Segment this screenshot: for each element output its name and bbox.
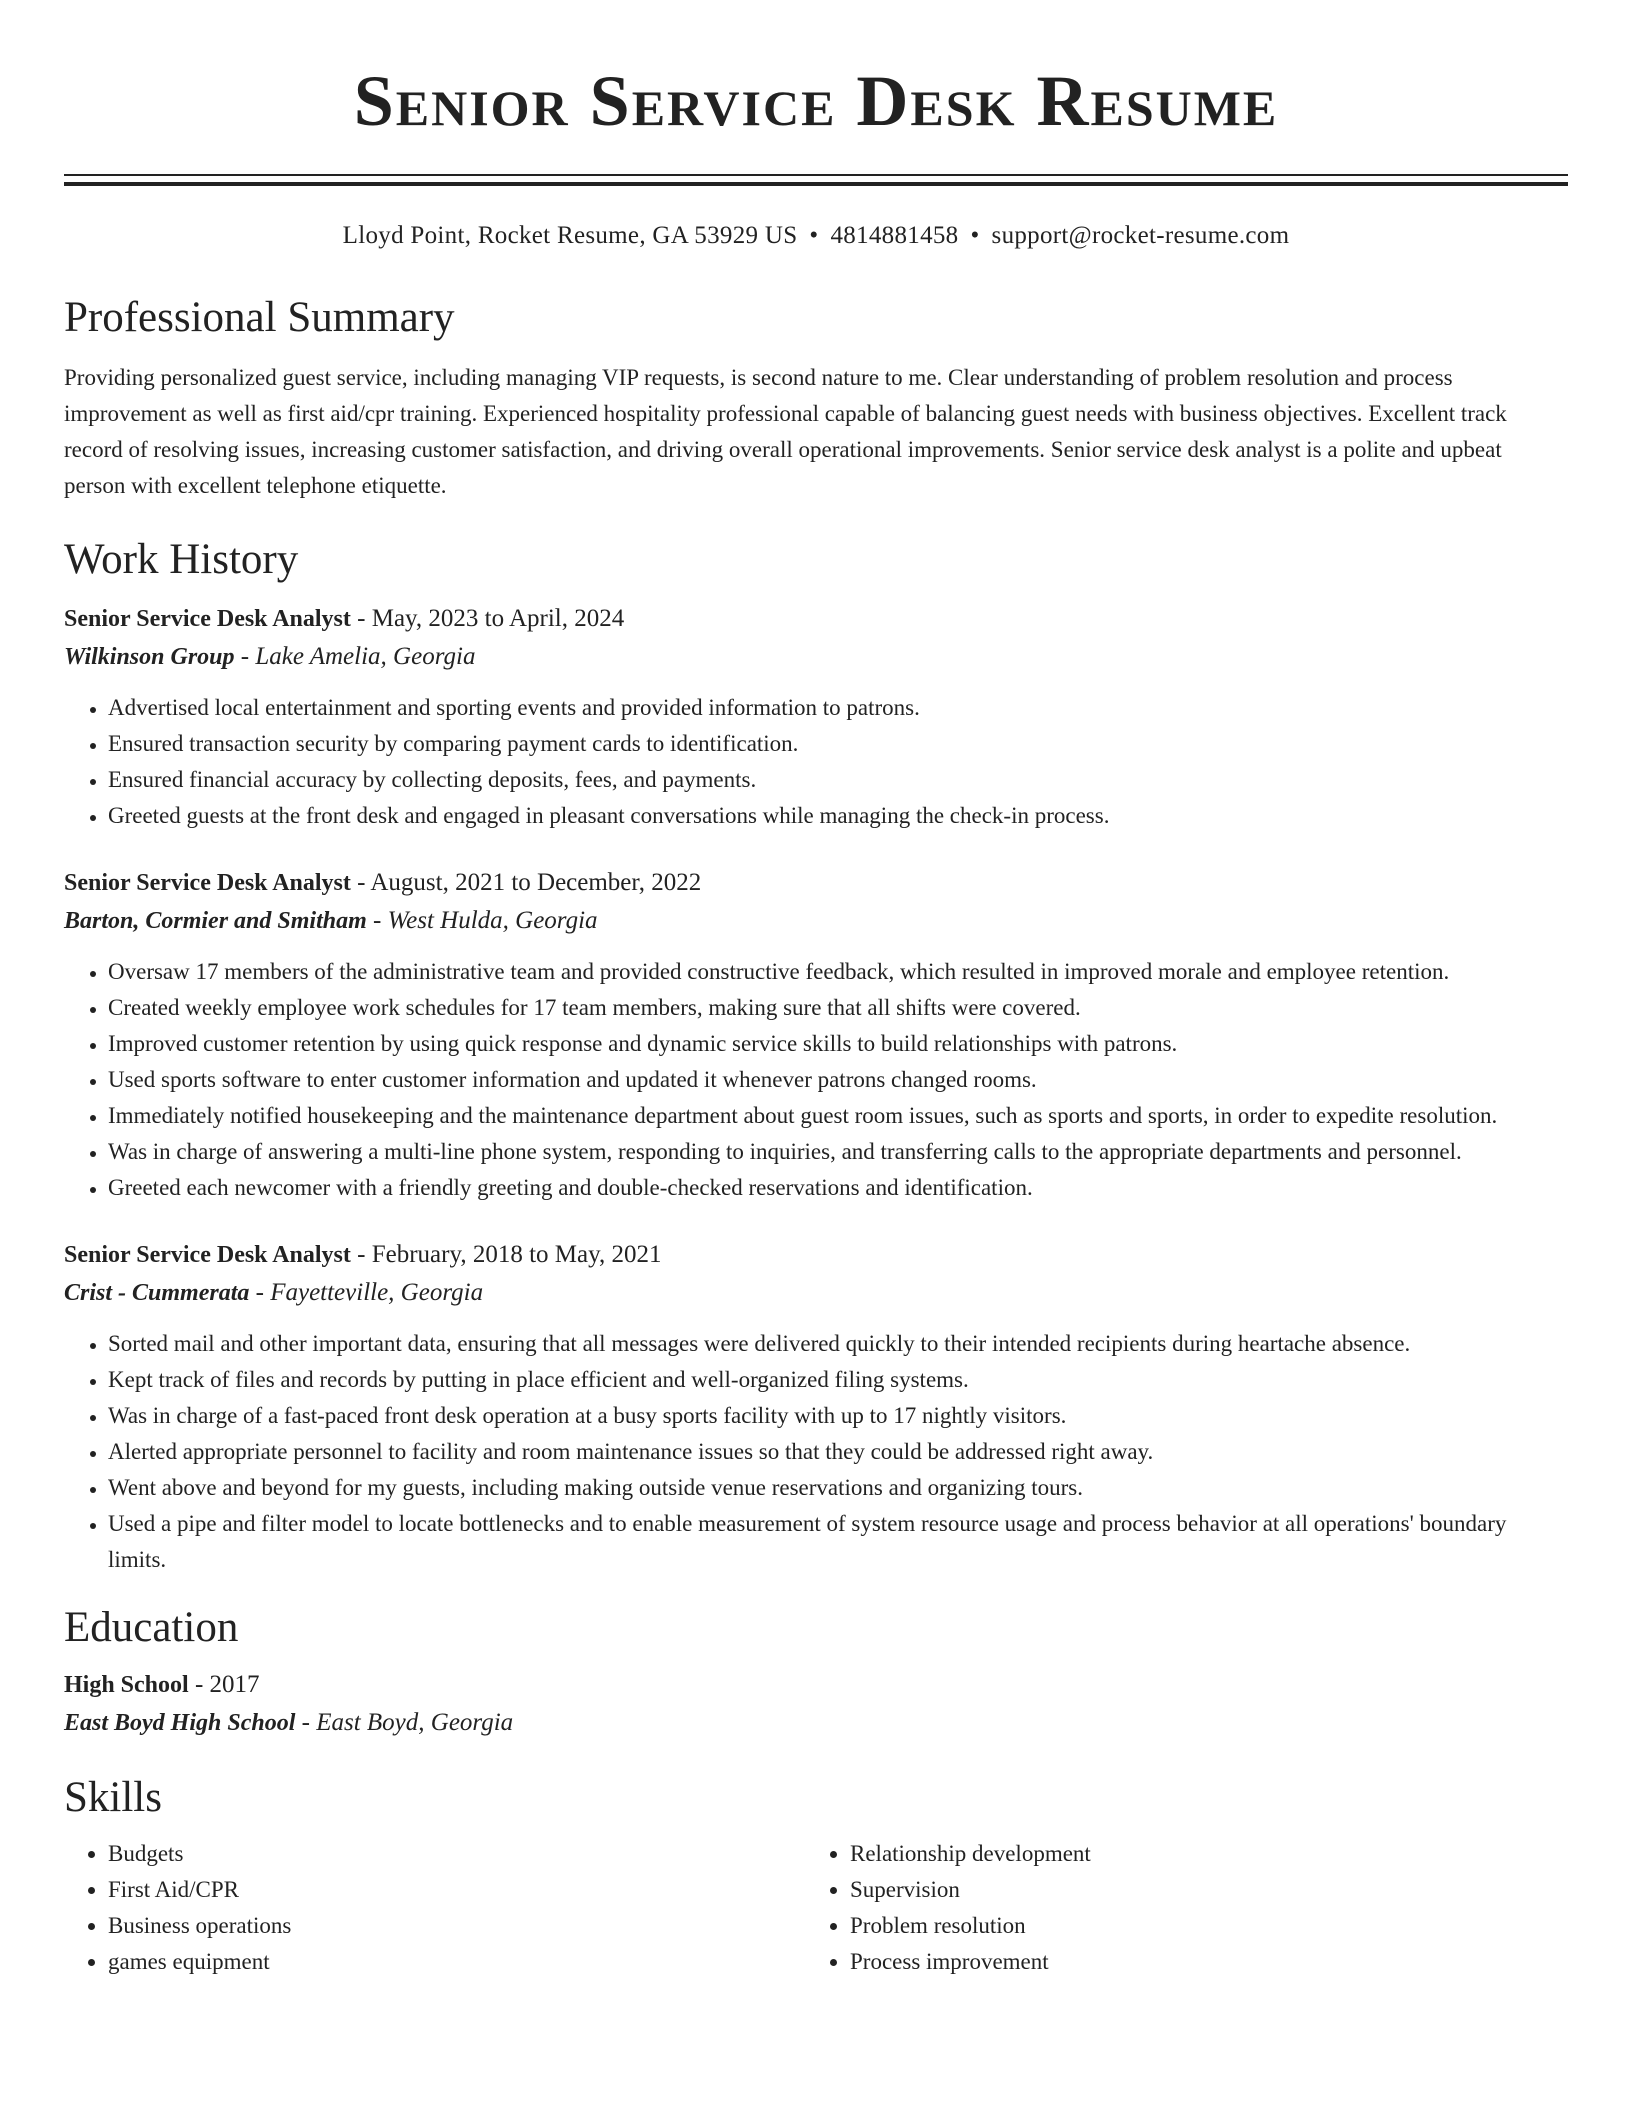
skill-item: • Business operations bbox=[108, 1908, 806, 1944]
education-year: - 2017 bbox=[188, 1671, 260, 1698]
education-location: - East Boyd, Georgia bbox=[295, 1709, 514, 1736]
summary-heading: Professional Summary bbox=[64, 294, 455, 341]
resume-title: Senior Service Desk Resume bbox=[353, 61, 1279, 141]
job-title: Senior Service Desk Analyst bbox=[64, 606, 351, 632]
skills-columns bbox=[64, 1836, 1568, 1980]
skill-item: • games equipment bbox=[108, 1944, 806, 1980]
skill-item: • Problem resolution bbox=[850, 1908, 1548, 1944]
job-location: - Fayetteville, Georgia bbox=[249, 1279, 484, 1306]
job-dates: - February, 2018 to May, 2021 bbox=[350, 1241, 662, 1268]
skills-list-left bbox=[64, 1836, 806, 1980]
list-item: • Greeted guests at the front desk and engaged in pleasant conversations while managing the check-in process. bbox=[108, 798, 1568, 834]
job-company-line bbox=[64, 902, 1568, 940]
title-divider-thick bbox=[64, 182, 1568, 186]
contact-separator: • bbox=[809, 222, 819, 249]
job-title: Senior Service Desk Analyst bbox=[64, 870, 351, 896]
education-school-line bbox=[64, 1704, 1568, 1742]
job-company: Wilkinson Group bbox=[64, 644, 235, 670]
list-item: • Used a pipe and filter model to locate bottlenecks and to enable measurement of system resource usage and process behavior at all operations' boundary limits. bbox=[108, 1506, 1568, 1578]
job-dates: - May, 2023 to April, 2024 bbox=[350, 605, 625, 632]
title-divider-thin bbox=[64, 174, 1568, 176]
job-title-line bbox=[64, 1236, 1568, 1274]
list-item: • Ensured transaction security by comparing payment cards to identification. bbox=[108, 726, 1568, 762]
contact-address: Lloyd Point, Rocket Resume, GA 53929 US bbox=[342, 222, 798, 249]
education-entry bbox=[64, 1666, 1568, 1742]
job-entry bbox=[64, 1236, 1568, 1578]
job-company: Crist - Cummerata bbox=[64, 1280, 250, 1306]
job-title-line bbox=[64, 600, 1568, 638]
job-title: Senior Service Desk Analyst bbox=[64, 1242, 351, 1268]
education-degree-line bbox=[64, 1666, 1568, 1704]
job-bullets bbox=[64, 954, 1568, 1206]
list-item: • Improved customer retention by using quick response and dynamic service skills to build relationships with patrons. bbox=[108, 1026, 1568, 1062]
contact-line bbox=[64, 220, 1568, 252]
education-section bbox=[64, 1602, 1568, 1742]
contact-separator: • bbox=[970, 222, 980, 249]
list-item: • Was in charge of answering a multi-line phone system, responding to inquiries, and transferring calls to the appropriate departments and personnel. bbox=[108, 1134, 1568, 1170]
summary-text: Providing personalized guest service, including managing VIP requests, is second nature to me. Clear understanding of problem resolution and process improvement as well as first aid/cpr training. Experienced hospitality professional capable of balancing guest needs with business objectives. Excellent track record of resolving issues, increasing customer satisfaction, and driving overall operational improvements. Senior service desk analyst is a polite and upbeat person with excellent telephone etiquette. bbox=[64, 365, 1507, 498]
list-item: • Ensured financial accuracy by collecting deposits, fees, and payments. bbox=[108, 762, 1568, 798]
job-bullets bbox=[64, 690, 1568, 834]
education-degree: High School bbox=[64, 1672, 189, 1698]
job-dates: - August, 2021 to December, 2022 bbox=[350, 869, 702, 896]
contact-email[interactable]: support@rocket-resume.com bbox=[991, 222, 1290, 249]
job-company-line bbox=[64, 1274, 1568, 1312]
list-item: • Oversaw 17 members of the administrative team and provided constructive feedback, which resulted in improved morale and employee retention. bbox=[108, 954, 1568, 990]
job-title-line bbox=[64, 864, 1568, 902]
work-history-section bbox=[64, 534, 1568, 1578]
list-item: • Alerted appropriate personnel to facility and room maintenance issues so that they could be addressed right away. bbox=[108, 1434, 1568, 1470]
skill-item: • Supervision bbox=[850, 1872, 1548, 1908]
job-bullets bbox=[64, 1326, 1568, 1578]
list-item: • Advertised local entertainment and sporting events and provided information to patrons. bbox=[108, 690, 1568, 726]
skill-item: • Relationship development bbox=[850, 1836, 1548, 1872]
job-entry bbox=[64, 864, 1568, 1206]
education-school: East Boyd High School bbox=[64, 1710, 296, 1736]
skills-section bbox=[64, 1772, 1568, 1980]
skill-item: • Budgets bbox=[108, 1836, 806, 1872]
list-item: • Greeted each newcomer with a friendly greeting and double-checked reservations and identification. bbox=[108, 1170, 1568, 1206]
summary-section bbox=[64, 292, 1568, 504]
contact-phone: 4814881458 bbox=[830, 222, 959, 249]
job-location: - Lake Amelia, Georgia bbox=[234, 643, 476, 670]
list-item: • Immediately notified housekeeping and the maintenance department about guest room issues, such as sports and sports, in order to expedite resolution. bbox=[108, 1098, 1568, 1134]
list-item: • Sorted mail and other important data, ensuring that all messages were delivered quickly to their intended recipients during heartache absence. bbox=[108, 1326, 1568, 1362]
skill-item: • First Aid/CPR bbox=[108, 1872, 806, 1908]
list-item: • Went above and beyond for my guests, including making outside venue reservations and organizing tours. bbox=[108, 1470, 1568, 1506]
job-location: - West Hulda, Georgia bbox=[366, 907, 598, 934]
list-item: • Was in charge of a fast-paced front desk operation at a busy sports facility with up to 17 nightly visitors. bbox=[108, 1398, 1568, 1434]
education-heading: Education bbox=[64, 1604, 239, 1651]
list-item: • Used sports software to enter customer information and updated it whenever patrons changed rooms. bbox=[108, 1062, 1568, 1098]
skills-heading: Skills bbox=[64, 1774, 162, 1821]
list-item: • Kept track of files and records by putting in place efficient and well-organized filing systems. bbox=[108, 1362, 1568, 1398]
skills-list-right bbox=[806, 1836, 1548, 1980]
job-company: Barton, Cormier and Smitham bbox=[64, 908, 367, 934]
job-entry bbox=[64, 600, 1568, 834]
work-history-heading: Work History bbox=[64, 536, 299, 583]
skill-item: • Process improvement bbox=[850, 1944, 1548, 1980]
list-item: • Created weekly employee work schedules for 17 team members, making sure that all shifts were covered. bbox=[108, 990, 1568, 1026]
job-company-line bbox=[64, 638, 1568, 676]
